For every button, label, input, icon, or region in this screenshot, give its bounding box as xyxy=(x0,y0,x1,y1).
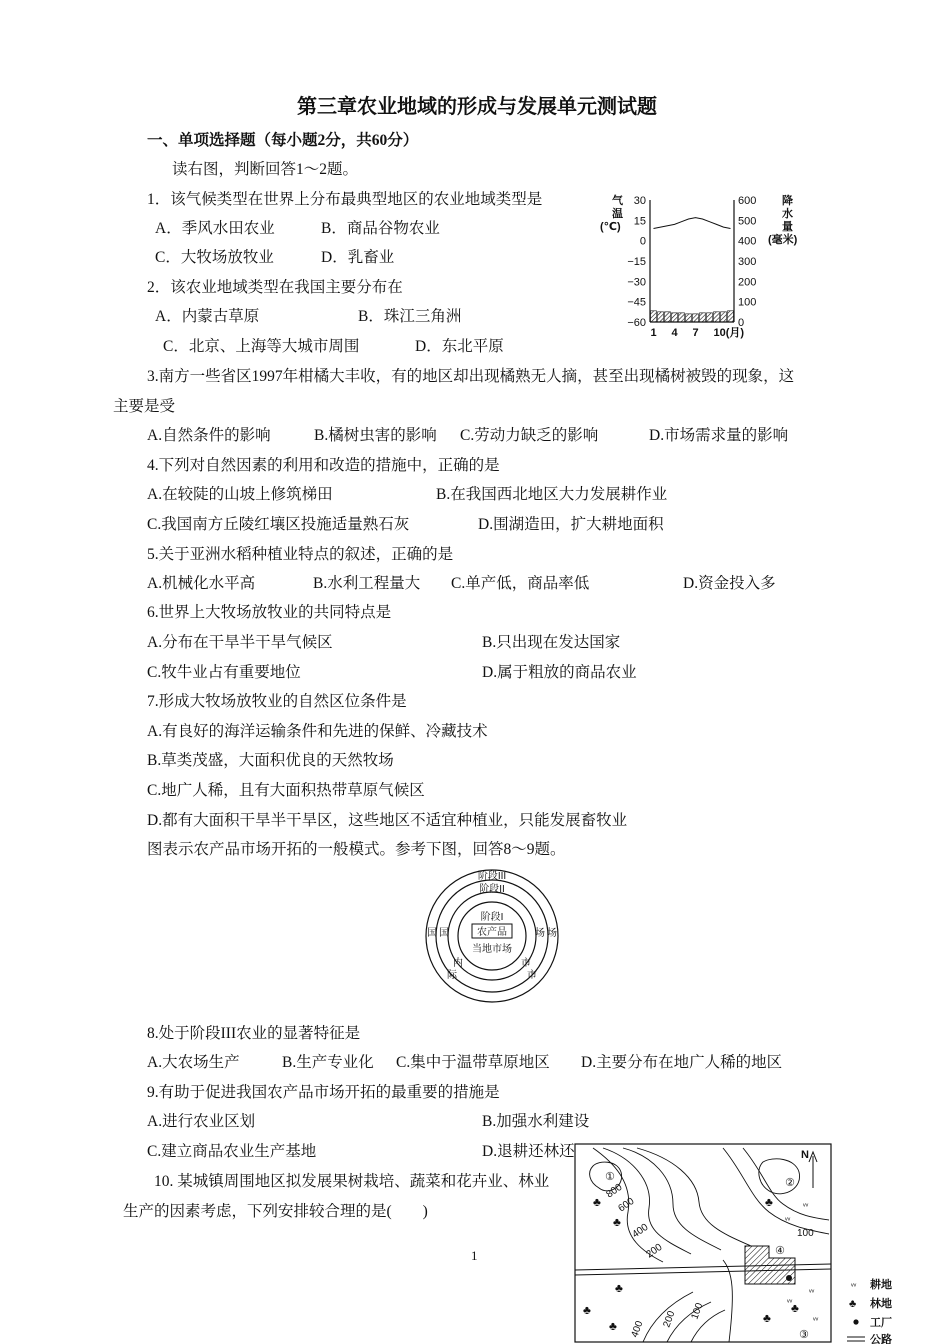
label-bottom-right-outer: 市 xyxy=(527,970,537,981)
q5-option-d: D.资金投入多 xyxy=(683,575,776,592)
contour-label-100b: 100 xyxy=(689,1301,706,1322)
q7-option-a: A.有良好的海洋运输条件和先进的保鲜、冷藏技术 xyxy=(147,723,488,740)
q10-stem-line1: 10. 某城镇周围地区拟发展果树栽培、蔬菜和花卉业、林业 xyxy=(154,1173,550,1190)
precip-tick-label: 0 xyxy=(738,317,745,329)
q8-option-b: B.生产专业化 xyxy=(282,1054,374,1071)
q5-option-c: C.单产低，商品率低 xyxy=(451,575,590,592)
legend-road-label: 公路 xyxy=(870,1334,892,1344)
contour-map xyxy=(573,1142,903,1344)
label-left-outer: 国 xyxy=(427,928,437,939)
precip-bar xyxy=(693,314,699,322)
page-title: 第三章农业地域的形成与发展单元测试题 xyxy=(297,96,657,118)
precip-bar xyxy=(665,312,671,322)
forest-icon: ♣ xyxy=(791,1301,799,1315)
month-tick-label: 1 xyxy=(650,327,657,339)
label-right-outer: 场 xyxy=(547,928,557,939)
label-stage1: 阶段I xyxy=(480,912,504,923)
factory-dot xyxy=(786,1275,792,1281)
precip-bar xyxy=(672,313,678,322)
forest-icon: ♣ xyxy=(765,1195,773,1209)
q4-option-d: D.围湖造田，扩大耕地面积 xyxy=(478,516,664,533)
q6-option-a: A.分布在干旱半干旱气候区 xyxy=(147,634,333,651)
q4-option-b: B.在我国西北地区大力发展耕作业 xyxy=(436,486,668,503)
contour-label-200: 200 xyxy=(644,1241,665,1261)
marker-1: ① xyxy=(605,1171,615,1183)
temp-tick-label: −45 xyxy=(627,296,646,309)
temp-axis-label-1: 气 xyxy=(612,195,623,207)
forest-icon: ♣ xyxy=(615,1281,623,1295)
contour-label-100: 100 xyxy=(797,1228,814,1239)
precip-tick-label: 600 xyxy=(738,195,757,207)
precip-tick-label: 200 xyxy=(738,276,757,289)
precip-axis-label-1: 降 xyxy=(782,195,793,207)
farmland-icon: ᵥᵥ xyxy=(787,1295,793,1304)
temp-axis-label-2: 温 xyxy=(612,208,623,220)
q6-stem: 6.世界上大牧场放牧业的共同特点是 xyxy=(147,604,392,621)
climate-chart xyxy=(598,188,820,348)
q3-stem-line2: 主要是受 xyxy=(113,398,176,415)
q3-stem-line1: 3.南方一些省区1997年柑橘大丰收，有的地区却出现橘熟无人摘，甚至出现橘树被毁的现象，这 xyxy=(147,368,795,385)
farmland-icon: ᵥᵥ xyxy=(813,1313,819,1322)
q5-option-b: B.水利工程量大 xyxy=(313,575,421,592)
q1-option-a: A．季风水田农业 xyxy=(155,220,275,237)
label-right-inner: 场 xyxy=(535,928,545,939)
q8-option-a: A.大农场生产 xyxy=(147,1054,240,1071)
q3-option-d: D.市场需求量的影响 xyxy=(649,427,789,444)
q3-option-a: A.自然条件的影响 xyxy=(147,427,271,444)
precip-bar xyxy=(707,313,713,322)
precip-bar xyxy=(728,311,734,322)
legend-factory-label: 工厂 xyxy=(870,1317,892,1329)
north-label: N xyxy=(801,1149,809,1161)
q9-stem: 9.有助于促进我国农产品市场开拓的最重要的措施是 xyxy=(147,1084,500,1101)
month-tick-label: 4 xyxy=(671,327,678,339)
q3-option-c: C.劳动力缺乏的影响 xyxy=(460,427,599,444)
contour-label-400b: 400 xyxy=(629,1319,646,1340)
q5-option-a: A.机械化水平高 xyxy=(147,575,256,592)
marker-4: ④ xyxy=(775,1245,785,1257)
contour-label-800: 800 xyxy=(604,1181,625,1201)
label-bottom-right-inner: 市 xyxy=(521,958,531,969)
intro-q8-9: 图表示农产品市场开拓的一般模式。参考下图，回答8～9题。 xyxy=(147,841,566,858)
label-product: 农产品 xyxy=(477,927,507,938)
q2-option-a: A．内蒙古草原 xyxy=(155,308,260,325)
precip-tick-label: 400 xyxy=(738,235,757,248)
q4-stem: 4.下列对自然因素的利用和改造的措施中，正确的是 xyxy=(147,457,500,474)
precip-bar xyxy=(651,311,657,322)
q3-option-b: B.橘树虫害的影响 xyxy=(314,427,437,444)
label-bottom-left-outer: 际 xyxy=(447,970,457,981)
precip-bar xyxy=(700,313,706,322)
legend-factory-icon xyxy=(853,1319,858,1324)
temp-axis-unit: (℃) xyxy=(600,221,621,233)
farmland-icon: ᵥᵥ xyxy=(809,1285,815,1294)
q1-option-d: D．乳畜业 xyxy=(321,249,395,266)
farmland-icon: ᵥᵥ xyxy=(803,1199,809,1208)
temp-tick-label: −15 xyxy=(627,256,646,268)
marker-3: ③ xyxy=(799,1329,809,1341)
forest-icon: ♣ xyxy=(593,1195,601,1209)
precip-bar xyxy=(679,313,685,322)
q7-option-c: C.地广人稀，且有大面积热带草原气候区 xyxy=(147,782,425,799)
forest-icon: ♣ xyxy=(583,1303,591,1317)
legend-farmland-label: 耕地 xyxy=(870,1279,892,1291)
month-tick-label: 7 xyxy=(692,327,699,339)
forest-icon: ♣ xyxy=(763,1311,771,1325)
q7-option-b: B.草类茂盛，大面积优良的天然牧场 xyxy=(147,752,394,769)
label-local-market: 当地市场 xyxy=(472,944,512,955)
q6-option-b: B.只出现在发达国家 xyxy=(482,634,621,651)
contour-label-400: 400 xyxy=(630,1221,651,1241)
legend-forest-label: 林地 xyxy=(870,1298,892,1310)
q8-stem: 8.处于阶段III农业的显著特征是 xyxy=(147,1025,361,1042)
q2-option-d: D．东北平原 xyxy=(415,338,504,355)
precip-axis-label-2: 水 xyxy=(782,208,793,220)
q9-option-a: A.进行农业区划 xyxy=(147,1113,256,1130)
page-number: 1 xyxy=(471,1248,478,1263)
precip-bar xyxy=(686,314,692,322)
precip-bar xyxy=(721,312,727,322)
precip-tick-label: 100 xyxy=(738,296,757,309)
month-tick-label: 10(月) xyxy=(713,327,745,339)
legend-forest-icon: ♣ xyxy=(849,1298,857,1310)
contour-label-200b: 200 xyxy=(661,1309,678,1330)
q2-option-c: C．北京、上海等大城市周围 xyxy=(163,338,360,355)
forest-icon: ♣ xyxy=(609,1319,617,1333)
intro-q1-2: 读右图，判断回答1～2题。 xyxy=(172,161,359,178)
temp-tick-label: 30 xyxy=(633,195,646,207)
precip-tick-label: 500 xyxy=(738,215,757,228)
legend-farmland-icon: ᵥᵥ xyxy=(851,1279,857,1288)
q7-option-d: D.都有大面积干旱半干旱区，这些地区不适宜种植业，只能发展畜牧业 xyxy=(147,812,628,829)
temperature-curve xyxy=(654,218,731,229)
precip-bar xyxy=(714,312,720,322)
temp-tick-label: −30 xyxy=(627,276,646,289)
q9-option-d: D.退耕还林还 xyxy=(482,1143,575,1160)
label-stage3: 阶段III xyxy=(477,871,507,882)
precip-tick-label: 300 xyxy=(738,256,757,268)
contour-label-600: 600 xyxy=(616,1195,637,1215)
temp-tick-label: −60 xyxy=(627,317,646,329)
q10-stem-line2: 生产的因素考虑，下列安排较合理的是( ) xyxy=(123,1203,428,1220)
q1-stem: 1．该气候类型在世界上分布最典型地区的农业地域类型是 xyxy=(147,191,543,208)
q7-stem: 7.形成大牧场放牧业的自然区位条件是 xyxy=(147,693,407,710)
temp-tick-label: 0 xyxy=(639,235,646,248)
q4-option-c: C.我国南方丘陵红壤区投施适量熟石灰 xyxy=(147,516,410,533)
temp-tick-label: 15 xyxy=(633,215,646,228)
q4-option-a: A.在较陡的山坡上修筑梯田 xyxy=(147,486,333,503)
q5-stem: 5.关于亚洲水稻种植业特点的叙述，正确的是 xyxy=(147,546,454,563)
market-diagram xyxy=(424,868,560,1004)
q8-option-d: D.主要分布在地广人稀的地区 xyxy=(581,1054,783,1071)
q6-option-d: D.属于粗放的商品农业 xyxy=(482,664,637,681)
section-heading: 一、单项选择题（每小题2分，共60分） xyxy=(147,132,419,149)
precip-bar xyxy=(658,312,664,322)
forest-icon: ♣ xyxy=(613,1215,621,1229)
q1-option-c: C．大牧场放牧业 xyxy=(155,249,274,266)
marker-2: ② xyxy=(785,1177,795,1189)
q2-stem: 2．该农业地域类型在我国主要分布在 xyxy=(147,279,403,296)
label-left-inner: 国 xyxy=(439,928,449,939)
q8-option-c: C.集中于温带草原地区 xyxy=(396,1054,550,1071)
farmland-icon: ᵥᵥ xyxy=(785,1213,791,1222)
precip-axis-unit: (毫米) xyxy=(768,234,798,246)
q6-option-c: C.牧牛业占有重要地位 xyxy=(147,664,301,681)
label-stage2: 阶段II xyxy=(479,884,505,895)
q9-option-b: B.加强水利建设 xyxy=(482,1113,590,1130)
q2-option-b: B．珠江三角洲 xyxy=(358,308,462,325)
precip-axis-label-3: 量 xyxy=(782,221,793,233)
q9-option-c: C.建立商品农业生产基地 xyxy=(147,1143,317,1160)
q1-option-b: B．商品谷物农业 xyxy=(321,220,440,237)
label-bottom-left-inner: 内 xyxy=(453,958,463,969)
